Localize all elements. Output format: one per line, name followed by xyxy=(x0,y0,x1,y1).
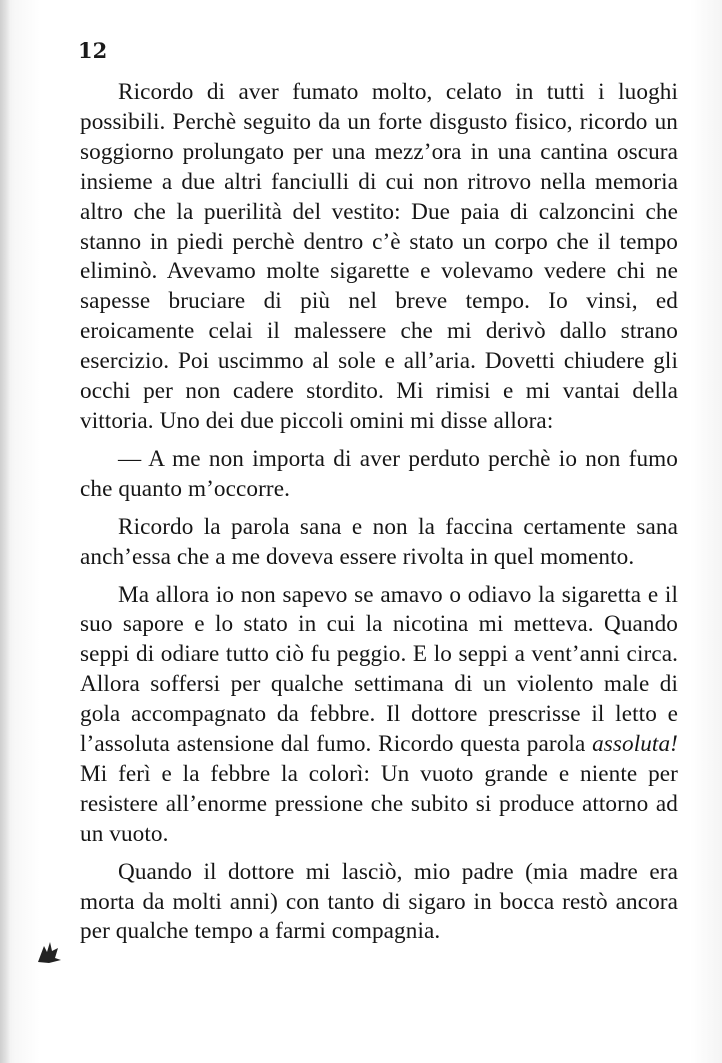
paragraph-4-emphasis: assoluta! xyxy=(592,731,678,758)
body-text xyxy=(80,78,678,955)
paragraph-2-dialogue: — A me non importa di aver perduto perchè io non fumo che quanto m’occorre. xyxy=(80,445,678,502)
ink-blot-icon xyxy=(34,938,64,966)
paragraph-5: Quando il dottore mi lasciò, mio padre (mia madre era morta da molti anni) con tanto di sigaro in bocca restò ancora per qualche tempo a farmi compagnia. xyxy=(80,858,678,945)
paragraph-4-start: Ma allora io non sapevo se amavo o odiavo la sigaretta e il suo sapore e lo stato in cui la nicotina mi metteva. Quando seppi di odiare tutto ciò fu peggio. E lo seppi a vent’anni circa. Allora soffersi per qualche settimana di un violento male di gola accompagnato da febbre. Il dottore prescrisse il letto e l’assoluta astensione dal fumo. Ricordo questa parola xyxy=(80,581,678,758)
page-number: 12 xyxy=(78,38,108,63)
paragraph-4-end: Mi ferì e la febbre la colorì: Un vuoto grande e niente per resistere all’enorme pressione che subito si produce attorno ad un vuoto. xyxy=(80,760,678,847)
paragraph-3: Ricordo la parola sana e non la faccina certamente sana anch’essa che a me doveva essere rivolta in quel momento. xyxy=(80,513,678,570)
page-gutter-shadow xyxy=(0,0,10,1063)
paragraph-1: Ricordo di aver fumato molto, celato in tutti i luoghi possibili. Perchè seguito da un forte disgusto fisico, ricordo un soggiorno prolungato per una mezz’ora in una cantina oscura insieme a due altri fanciulli di cui non ritrovo nella memoria altro che la puerilità del vestito: Due paia di calzoncini che stanno in piedi perchè dentro c’è stato un corpo che il tempo eliminò. Avevamo molte sigarette e volevamo vedere chi ne sapesse bruciare di più nel breve tempo. Io vinsi, ed eroicamente celai il malessere che mi derivò dallo strano esercizio. Poi uscimmo al sole e all’aria. Dovetti chiudere gli occhi per non cadere stordito. Mi rimisi e mi vantai della vittoria. Uno dei due piccoli omini mi disse allora: xyxy=(80,79,678,434)
paragraph-4 xyxy=(80,581,678,850)
